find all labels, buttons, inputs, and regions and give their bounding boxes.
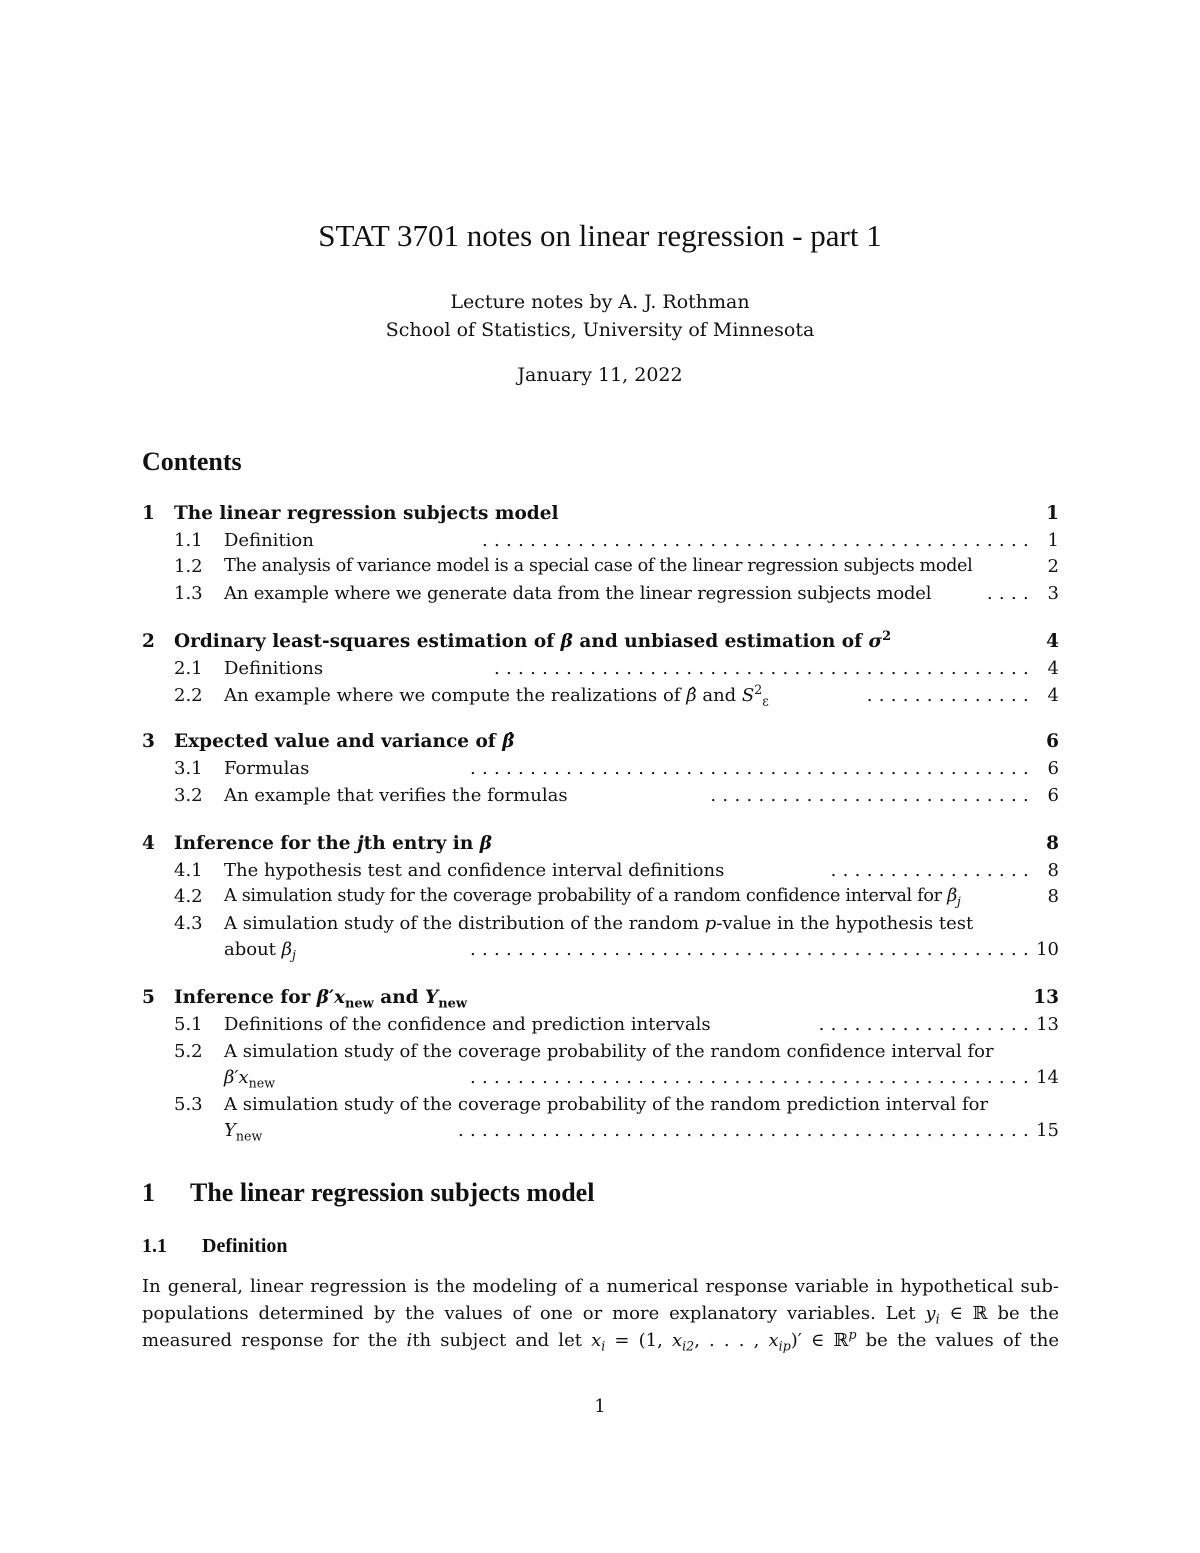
toc-section-1[interactable]: 1 The linear regression subjects model 1 [142,503,1059,524]
toc-leader-dots: ............................................... [469,1067,1035,1088]
toc-page-number: 1 [1046,503,1059,524]
toc-subsection-2-1[interactable]: 2.1 Definitions ............................................. 4 [174,658,1059,679]
toc-leader-dots: ................. [830,860,1035,881]
toc-page-number: 6 [1047,785,1059,806]
toc-subsection-1-1[interactable]: 1.1 Definition .............................................. 1 [174,530,1059,551]
toc-subsection-1-3[interactable]: 1.3 An example where we generate data from the linear regression subjects model .... 3 [174,583,1059,604]
toc-subsection-5-1[interactable]: 5.1 Definitions of the confidence and prediction intervals .................. 13 [174,1014,1059,1035]
toc-subsection-4-3-cont[interactable]: about $\beta_j$ ............................................... 10 [224,939,1059,963]
toc-leader-dots: ............................................... [469,939,1035,960]
toc-page-number: 13 [1036,1014,1059,1035]
toc-page-number: 1 [1047,530,1059,551]
toc-section-4[interactable]: 4 Inference for the jth entry in β 8 [142,833,1059,854]
toc-subsection-1-2[interactable]: 1.2 The analysis of variance model is a special case of the linear regression subjects model 2 [174,556,1059,577]
toc-subsection-4-3[interactable]: 4.3 A simulation study of the distribution of the random p-value in the hypothesis test [174,913,974,934]
toc-section-3[interactable]: 3 Expected value and variance of β̂ 6 [142,731,1059,752]
toc-page-number: 8 [1047,886,1059,907]
section-heading [142,1178,594,1208]
toc-page-number: 6 [1047,758,1059,779]
subsection-title: Definition [202,1235,288,1257]
toc-leader-dots: ........................... [710,785,1035,806]
section-number: 1 [142,1178,155,1207]
toc-subsection-2-2[interactable]: 2.2 An example where we compute the realizations of β̂ and $S^2_\varepsilon$ .............. 4 [174,682,1059,709]
toc-subsection-5-3-cont[interactable]: $Y_{new}$ ................................................ 15 [224,1120,1059,1144]
body-paragraph [142,1273,1059,1354]
toc-subsection-3-1[interactable]: 3.1 Formulas ............................................... 6 [174,758,1059,779]
toc-subsection-5-2-cont[interactable]: $\beta'x_{new}$ ............................................... 14 [224,1067,1059,1091]
toc-leader-dots: ............................................... [469,758,1035,779]
affiliation-line: School of Statistics, University of Minnesota [385,319,815,341]
author-block [0,288,1200,344]
toc-leader-dots: .................. [818,1014,1035,1035]
toc-subsection-4-1[interactable]: 4.1 The hypothesis test and confidence interval definitions ................. 8 [174,860,1059,881]
toc-page-number: 13 [1033,987,1059,1008]
contents-heading: Contents [142,447,242,476]
toc-page-number: 4 [1047,685,1059,706]
document-title: STAT 3701 notes on linear regression - part 1 [318,218,882,253]
toc-page-number: 15 [1036,1120,1059,1141]
toc-subsection-5-3[interactable]: 5.3 A simulation study of the coverage probability of the random prediction interval for [174,1094,989,1115]
toc-page-number: 2 [1047,556,1059,577]
paragraph-line: In general, linear regression is the modeling of a numerical response variable in hypothetical sub- [142,1276,1059,1297]
toc-section-5[interactable]: 5 Inference for $\beta'x_{new}$ and $Y_{new}$ 13 [142,987,1059,1012]
toc-page-number: 10 [1036,939,1059,960]
paragraph-line: populations determined by the values of one or more explanatory variables. Let $y_i$ ∈ ℝ be the [142,1303,1059,1327]
section-title: The linear regression subjects model [190,1178,595,1207]
subsection-heading [142,1235,288,1258]
toc-leader-dots: .............................................. [482,530,1035,551]
toc-page-number: 3 [1047,583,1059,604]
author-line: Lecture notes by A. J. Rothman [450,291,750,313]
toc-leader-dots: .... [986,583,1035,604]
paragraph-line: measured response for the ith subject and let $x_i = (1$, $x_{i2}$, . . . , $x_{ip})'$ ∈ ℝ$^p$ be the values of the [142,1327,1059,1354]
toc-page-number: 4 [1047,658,1059,679]
toc-page-number: 8 [1047,860,1059,881]
toc-subsection-4-2[interactable]: 4.2 A simulation study for the coverage probability of a random confidence interval for $\beta_j$ 8 [174,886,1059,909]
toc-subsection-5-2[interactable]: 5.2 A simulation study of the coverage probability of the random confidence interval for [174,1041,994,1062]
toc-page-number: 8 [1046,833,1059,854]
subsection-number: 1.1 [142,1235,167,1257]
toc-subsection-3-2[interactable]: 3.2 An example that verifies the formulas ........................... 6 [174,785,1059,806]
document-date: January 11, 2022 [517,364,683,386]
toc-section-2[interactable]: 2 Ordinary least-squares estimation of β and unbiased estimation of $\sigma^2$ 4 [142,628,1059,652]
toc-page-number: 6 [1046,731,1059,752]
toc-leader-dots: .............. [866,685,1035,706]
toc-leader-dots: ................................................ [457,1120,1035,1141]
page-number: 1 [594,1396,606,1417]
toc-page-number: 14 [1036,1067,1059,1088]
toc-leader-dots: ............................................. [494,658,1035,679]
toc-page-number: 4 [1046,631,1059,652]
